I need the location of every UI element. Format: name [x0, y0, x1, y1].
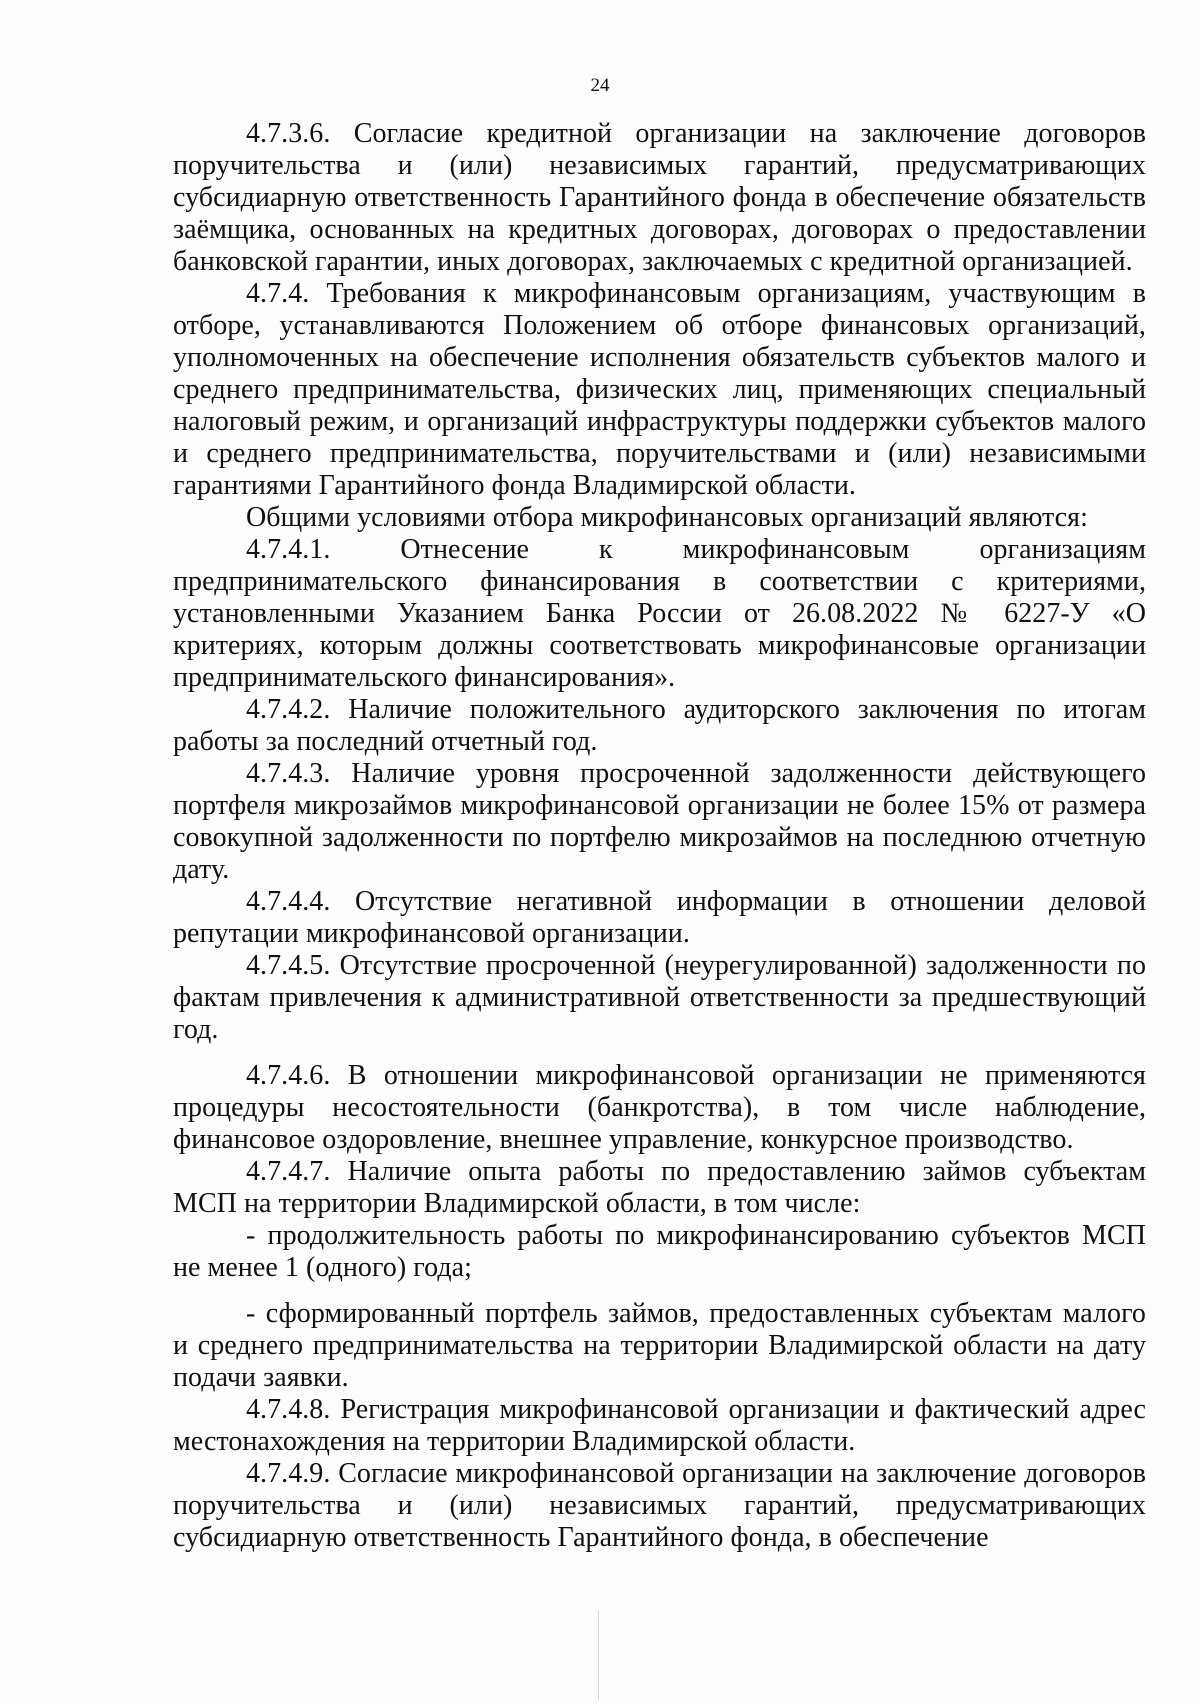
paragraph-4-7-4-8: 4.7.4.8. Регистрация микрофинансовой организации и фактический адрес местонахождения на территории Владимирской области. [173, 1394, 1146, 1457]
document-body [173, 118, 1146, 1554]
paragraph-4-7-4: 4.7.4. Требования к микрофинансовым организациям, участвующим в отборе, устанавливаются Положением об отборе финансовых организаций, уполномоченных на обеспечение исполнения обязательств субъектов малого и среднего предпринимательства, физических лиц, применяющих специальный налоговый режим, и организаций инфраструктуры поддержки субъектов малого и среднего предпринимательства, поручительствами и (или) независимыми гарантиями Гарантийного фонда Владимирской области. [173, 278, 1146, 501]
paragraph-4-7-4-3: 4.7.4.3. Наличие уровня просроченной задолженности действующего портфеля микрозаймов микрофинансовой организации не более 15% от размера совокупной задолженности по портфелю микрозаймов на последнюю отчетную дату. [173, 758, 1146, 885]
paragraph-4-7-4-4: 4.7.4.4. Отсутствие негативной информации в отношении деловой репутации микрофинансовой организации. [173, 886, 1146, 949]
list-item-portfolio: - сформированный портфель займов, предоставленных субъектам малого и среднего предпринимательства на территории Владимирской области на дату подачи заявки. [173, 1298, 1146, 1393]
paragraph-4-7-3-6: 4.7.3.6. Согласие кредитной организации на заключение договоров поручительства и (или) независимых гарантий, предусматривающих субсидиарную ответственность Гарантийного фонда в обеспечение обязательств заёмщика, основанных на кредитных договорах, договорах о предоставлении банковской гарантии, иных договорах, заключаемых с кредитной организацией. [173, 118, 1146, 277]
page-number: 24 [590, 75, 610, 96]
paragraph-4-7-4-2: 4.7.4.2. Наличие положительного аудиторского заключения по итогам работы за последний отчетный год. [173, 694, 1146, 757]
list-item-duration: - продолжительность работы по микрофинансированию субъектов МСП не менее 1 (одного) года; [173, 1220, 1146, 1283]
paragraph-4-7-4-6: 4.7.4.6. В отношении микрофинансовой организации не применяются процедуры несостоятельности (банкротства), в том числе наблюдение, финансовое оздоровление, внешнее управление, конкурсное производство. [173, 1060, 1146, 1155]
paragraph-general-conditions: Общими условиями отбора микрофинансовых организаций являются: [246, 502, 1088, 533]
paragraph-4-7-4-1: 4.7.4.1. Отнесение к микрофинансовым организациям предпринимательского финансирования в соответствии с критериями, установленными Указанием Банка России от 26.08.2022 № 6227-У «О критериях, которым должны соответствовать микрофинансовые организации предпринимательского финансирования». [173, 534, 1146, 693]
paragraph-4-7-4-9: 4.7.4.9. Согласие микрофинансовой организации на заключение договоров поручительства и (или) независимых гарантий, предусматривающих субсидиарную ответственность Гарантийного фонда, в обеспечение [173, 1458, 1146, 1553]
scan-artifact [598, 1610, 599, 1700]
paragraph-4-7-4-5: 4.7.4.5. Отсутствие просроченной (неурегулированной) задолженности по фактам привлечения к административной ответственности за предшествующий год. [173, 950, 1146, 1045]
paragraph-4-7-4-7: 4.7.4.7. Наличие опыта работы по предоставлению займов субъектам МСП на территории Владимирской области, в том числе: [173, 1156, 1146, 1219]
